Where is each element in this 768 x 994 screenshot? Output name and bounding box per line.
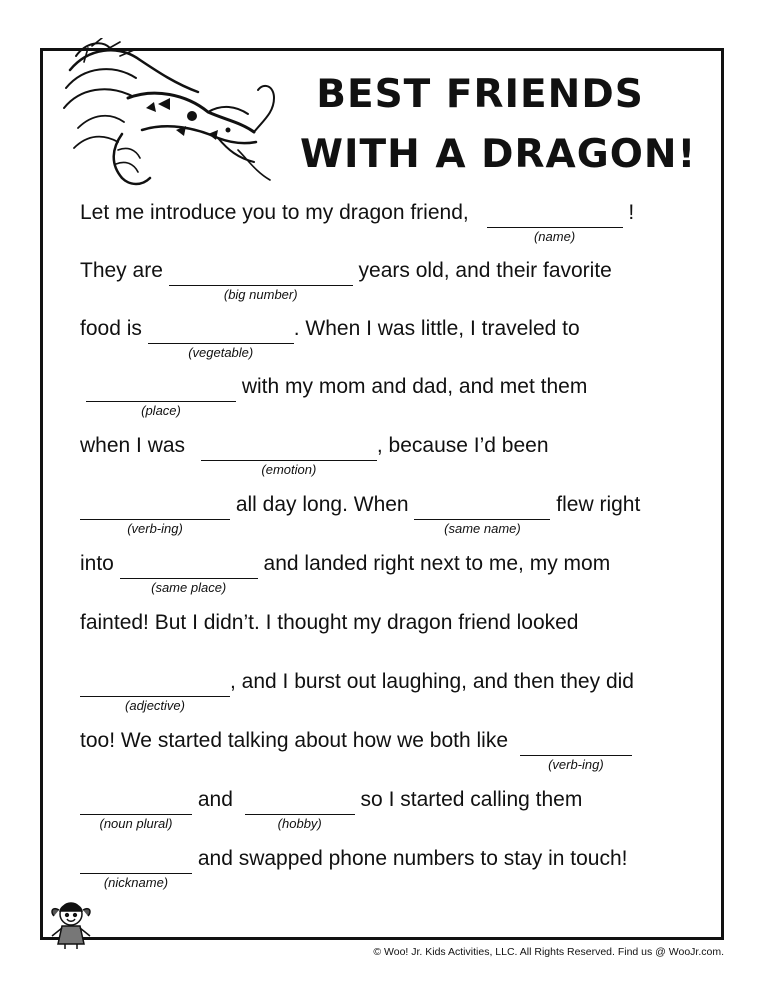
story-line-6	[80, 490, 690, 536]
blank-noun-plural[interactable]	[80, 789, 192, 831]
blank-vegetable[interactable]	[148, 318, 294, 360]
story-text: and swapped phone numbers to stay in touch!	[192, 847, 628, 870]
blank-hint: (big number)	[223, 287, 298, 302]
kid-mascot-icon	[46, 898, 96, 950]
story-text: , and I burst out laughing, and then they did	[230, 670, 634, 693]
blank-hint: (noun plural)	[99, 816, 173, 831]
dragon-illustration	[58, 38, 280, 188]
blank-verb-ing-2[interactable]	[520, 730, 632, 772]
story-text: too! We started talking about how we both like	[80, 729, 514, 752]
title-line-2: WITH A DRAGON!	[300, 132, 697, 177]
story-line-10	[80, 726, 690, 772]
story-text: into	[80, 552, 120, 575]
story-line-9	[80, 667, 690, 713]
story-text: and	[192, 788, 239, 811]
story-text: so I started calling them	[354, 788, 583, 811]
story-text: all day long. When	[230, 493, 415, 516]
blank-same-place[interactable]	[120, 553, 258, 595]
story-text: !	[622, 201, 635, 224]
story-text: Let me introduce you to my dragon friend,	[80, 201, 475, 224]
title-line-1: BEST FRIENDS	[316, 72, 644, 117]
blank-hint: (nickname)	[103, 875, 169, 890]
story-text: fainted! But I didn’t. I thought my dragon friend looked	[80, 611, 579, 634]
blank-big-number[interactable]	[169, 260, 353, 302]
story-text: . When I was little, I traveled to	[293, 317, 580, 340]
story-line-11	[80, 785, 690, 831]
blank-nickname[interactable]	[80, 848, 192, 890]
story-text: and landed right next to me, my mom	[257, 552, 611, 575]
copyright-footer: © Woo! Jr. Kids Activities, LLC. All Rights Reserved. Find us @ WooJr.com.	[373, 946, 724, 958]
story-line-8	[80, 608, 690, 648]
blank-same-name[interactable]	[414, 494, 550, 536]
blank-hint: (emotion)	[261, 462, 317, 477]
blank-hint: (place)	[141, 403, 181, 418]
story-text: with my mom and dad, and met them	[236, 375, 588, 398]
story-text: years old, and their favorite	[352, 259, 612, 282]
blank-hint: (vegetable)	[188, 345, 254, 360]
story-text: , because I’d been	[376, 434, 549, 457]
blank-hobby[interactable]	[245, 789, 355, 831]
blank-adjective[interactable]	[80, 671, 230, 713]
story-line-12	[80, 844, 690, 890]
blank-hint: (adjective)	[125, 698, 185, 713]
story-line-2	[80, 256, 690, 302]
blank-emotion[interactable]	[201, 435, 377, 477]
blank-place[interactable]	[86, 376, 236, 418]
story-line-7	[80, 549, 690, 595]
story-line-3	[80, 314, 690, 360]
blank-hint: (same name)	[444, 521, 521, 536]
blank-hint: (name)	[533, 229, 576, 244]
blank-verb-ing[interactable]	[80, 494, 230, 536]
blank-hint: (hobby)	[277, 816, 322, 831]
story-text: food is	[80, 317, 148, 340]
story-line-5	[80, 431, 690, 477]
story-line-1	[80, 198, 690, 244]
blank-hint: (verb-ing)	[127, 521, 183, 536]
story-text: flew right	[550, 493, 641, 516]
story-text: They are	[80, 259, 169, 282]
blank-name[interactable]	[487, 202, 623, 244]
blank-hint: (same place)	[151, 580, 227, 595]
blank-hint: (verb-ing)	[548, 757, 604, 772]
story-line-4	[80, 372, 690, 418]
story-text: when I was	[80, 434, 191, 457]
